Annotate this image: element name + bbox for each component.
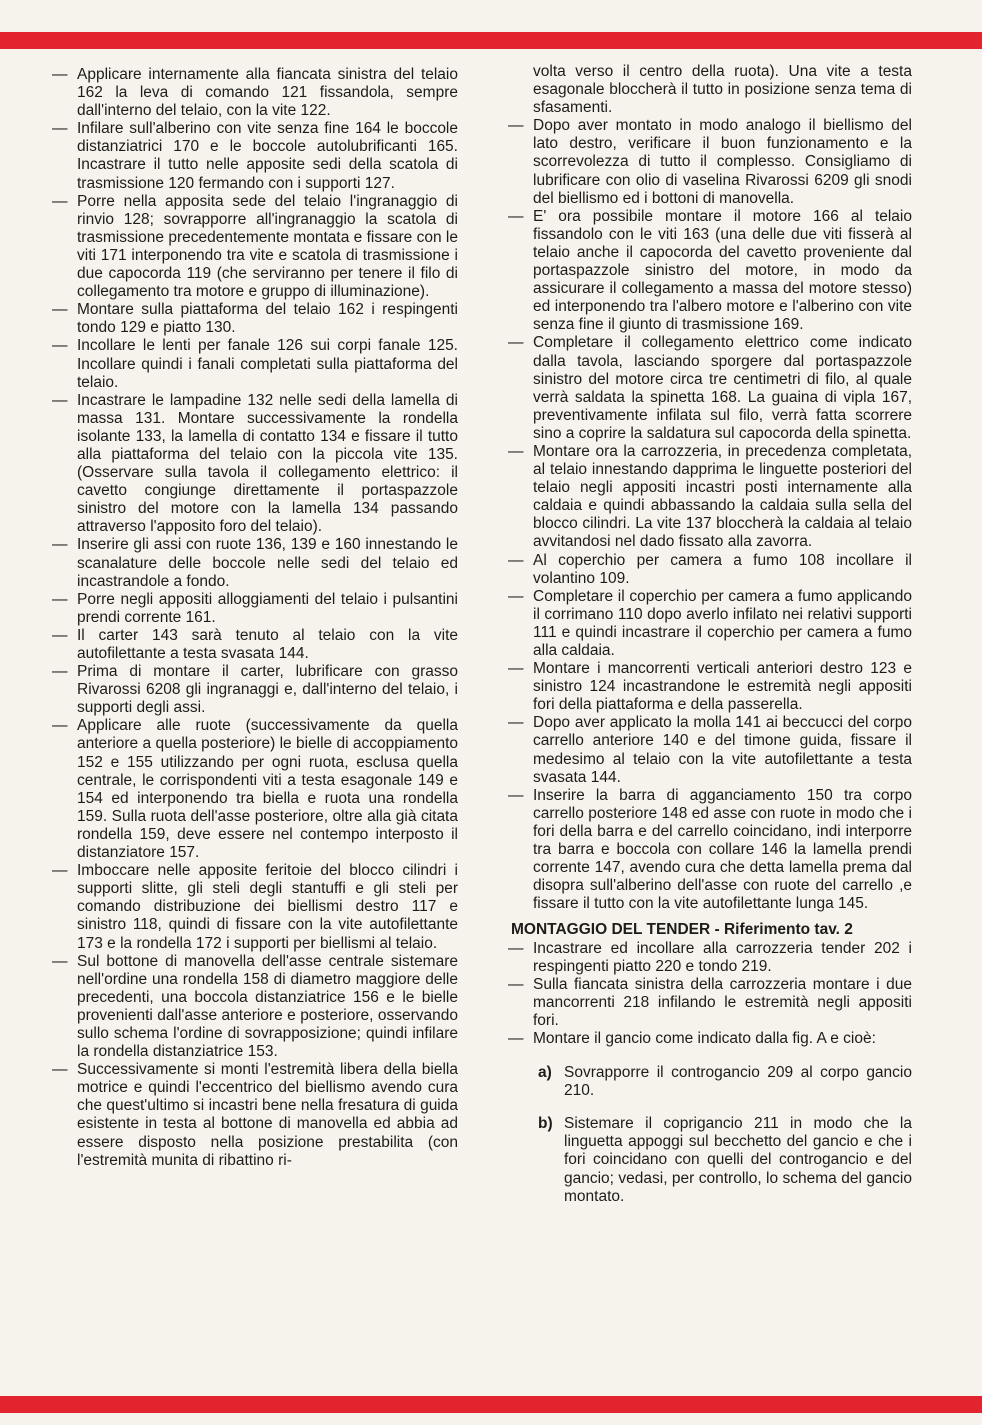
list-item: — Montare il gancio come indicato dalla fig. A e cioè: — [508, 1029, 876, 1047]
list-item: — Completare il collegamento elettrico come indicato dalla tavola, lasciando sporgere dal portaspazzole sinistro del motore circa tre centimetri di filo, al quale verrà saldata la spinetta 168. La guaina di vipla 167, preventivamente infilata sul filo, verrà fatta scorrere sino a coprire la saldatura sul capocorda della spinetta. — [508, 334, 912, 442]
continued-paragraph: volta verso il centro della ruota). Una vite a testa esagonale bloccherà il tutto in posizione senza tema di sfasamenti. — [533, 63, 912, 117]
list-item: — Sul bottone di manovella dell'asse centrale sistemare nell'ordine una rondella 158 di diametro maggiore delle precedenti, una boccola distanziatrice 156 e le bielle provenienti dall'asse anteriore e posteriore, osservando sullo schema l'ordine di sovrapposizione; quindi infilare la rondella distanziatrice 153. — [52, 952, 458, 1061]
list-item: — Applicare alle ruote (successivamente da quella anteriore a quella posteriore) le bielle di accoppiamento 152 e 155 utilizzando per ogni ruota, esclusa quella centrale, le corrispondenti viti a testa esagonale 149 e 154 ed interponendo tra biella e ruota una rondella 159. Sulla ruota dell'asse posteriore, oltre alla già citata rondella 159, deve essere nel contempo interposto il distanziatore 157. — [52, 717, 458, 862]
sub-item: a) Sovrapporre il controgancio 209 al corpo gancio 210. — [538, 1063, 912, 1099]
sub-item-letter: b) — [538, 1115, 553, 1133]
list-item: — Al coperchio per camera a fumo 108 incollare il volantino 109. — [508, 551, 912, 587]
list-item: — Dopo aver applicato la molla 141 ai beccucci del corpo carrello anteriore 140 e del timone guida, fissare il medesimo al telaio con la vite autofilettante a testa svasata 144. — [508, 714, 912, 786]
list-item: — Completare il coperchio per camera a fumo applicando il corrimano 110 dopo averlo infilato nei relativi supporti 111 e quindi incastrare il coperchio per camera a fumo alla caldaia. — [508, 587, 912, 659]
list-item: — Prima di montare il carter, lubrificare con grasso Rivarossi 6208 gli ingranaggi e, dall'interno del telaio, i supporti degli assi. — [52, 663, 458, 717]
list-item: — Montare sulla piattaforma del telaio 162 i respingenti tondo 129 e piatto 130. — [52, 301, 458, 337]
list-item: — Montare ora la carrozzeria, in precedenza completata, al telaio innestando dapprima le linguette posteriori del telaio negli appositi incastri posti internamente alla caldaia e quindi abbassando la caldaia sulla sella del blocco cilindri. La vite 137 bloccherà la caldaia al telaio avvitandosi nel dado fissato alla zavorra. — [508, 442, 912, 551]
list-item: — Incollare le lenti per fanale 126 sui corpi fanale 125. Incollare quindi i fanali completati sulla piattaforma del telaio. — [52, 337, 458, 391]
right-text-column — [508, 63, 912, 1221]
list-item: — Successivamente si monti l'estremità libera della biella motrice e quindi l'eccentrico del biellismo avendo cura che quest'ultimo si incastri bene nella fresatura di guida esistente in testa al bottone di manovella ed abbia ad essere disposto nella posizione prestabilita (con l'estremità munita di ribattino ri- — [52, 1061, 458, 1169]
left-text-column — [52, 66, 458, 1170]
list-item: — Sulla fiancata sinistra della carrozzeria montare i due mancorrenti 218 infilando le estremità negli appositi fori. — [508, 975, 912, 1029]
list-item: — Inserire la barra di agganciamento 150 tra corpo carrello posteriore 148 ed asse con ruote in modo che i fori della barra e del carrello coincidano, indi interporre tra barra e boccola con collare 146 la lamella prendi corrente 147, avendo cura che detta lamella prema dal disopra sull'alberino dell'asse con ruote del carrello ,e fissare il tutto con la vite autofilettante lunga 145. — [508, 786, 912, 913]
list-item: — Porre negli appositi alloggiamenti del telaio i pulsantini prendi corrente 161. — [52, 590, 458, 626]
list-item: — Porre nella apposita sede del telaio l'ingranaggio di rinvio 128; sovrapporre all'ingranaggio la scatola di trasmissione precedentemente montata e fissare con le viti 171 interponendo tra vite e scatola di trasmissione i due capocorda 119 (che serviranno per tenere il filo di collegamento tra motore e gruppo di illuminazione). — [52, 192, 458, 301]
list-item: — Incastrare ed incollare alla carrozzeria tender 202 i respingenti piatto 220 e tondo 219. — [508, 939, 912, 975]
list-item: — Dopo aver montato in modo analogo il biellismo del lato destro, verificare il buon funzionamento e la scorrevolezza di tutto il complesso. Consigliamo di lubrificare con olio di vaselina Rivarossi 6209 gli snodi del biellismo ed i bottoni di manovella. — [508, 117, 912, 207]
section-heading: MONTAGGIO DEL TENDER - Riferimento tav. 2 — [511, 921, 853, 939]
sub-item: b) Sistemare il coprigancio 211 in modo che la linguetta appoggi sul becchetto del gancio e che i fori coincidano con quelli del controgancio e del gancio; vedasi, per controllo, lo schema del gancio montato. — [538, 1115, 912, 1205]
list-item: — Imboccare nelle apposite feritoie del blocco cilindri i supporti slitte, gli steli degli stantuffi e gli steli per comando distribuzione dei biellismi destro 117 e sinistro 118, quindi di fissare con la vite autofilettante 173 e la rondella 172 i supporti per biellismi al telaio. — [52, 862, 458, 952]
list-item: — Inserire gli assi con ruote 136, 139 e 160 innestando le scanalature delle boccole nelle sedi del telaio ed incastrandole a fondo. — [52, 536, 458, 590]
list-item: — Il carter 143 sarà tenuto al telaio con la vite autofilettante a testa svasata 144. — [52, 626, 458, 662]
sub-item-letter: a) — [538, 1063, 552, 1081]
list-item: — Infilare sull'alberino con vite senza fine 164 le boccole distanziatrici 170 e le boccole autolubrificanti 165. Incastrare il tutto nelle apposite sedi della scatola di trasmissione 120 fermando con i supporti 127. — [52, 120, 458, 192]
list-item: — Incastrare le lampadine 132 nelle sedi della lamella di massa 131. Montare successivamente la rondella isolante 133, la lamella di contatto 134 e fissare il tutto alla piattaforma del telaio con la piccola vite 135. (Osservare sulla tavola il collegamento elettrico: il cavetto congiunge direttamente il portaspazzole sinistro del motore con la lamella 134 passando attraverso l'apposito foro del telaio). — [52, 391, 458, 536]
list-item: — E' ora possibile montare il motore 166 al telaio fissandolo con le viti 163 (una delle due viti fisserà al telaio anche il capocorda del cavetto proveniente dal portaspazzole sinistro del motore, in modo da assicurare il collegamento a massa del motore stesso) ed interponendo tra l'albero motore e l'alberino con vite senza fine il giunto di trasmissione 169. — [508, 207, 912, 334]
top-red-stripe — [0, 32, 982, 49]
list-item: — Applicare internamente alla fiancata sinistra del telaio 162 la leva di comando 121 fissandola, sempre dall'interno del telaio, con la vite 122. — [52, 66, 458, 120]
list-item: — Montare i mancorrenti verticali anteriori destro 123 e sinistro 124 incastrandone le estremità negli appositi fori della piattaforma e della passerella. — [508, 660, 912, 714]
bottom-red-stripe — [0, 1396, 982, 1413]
